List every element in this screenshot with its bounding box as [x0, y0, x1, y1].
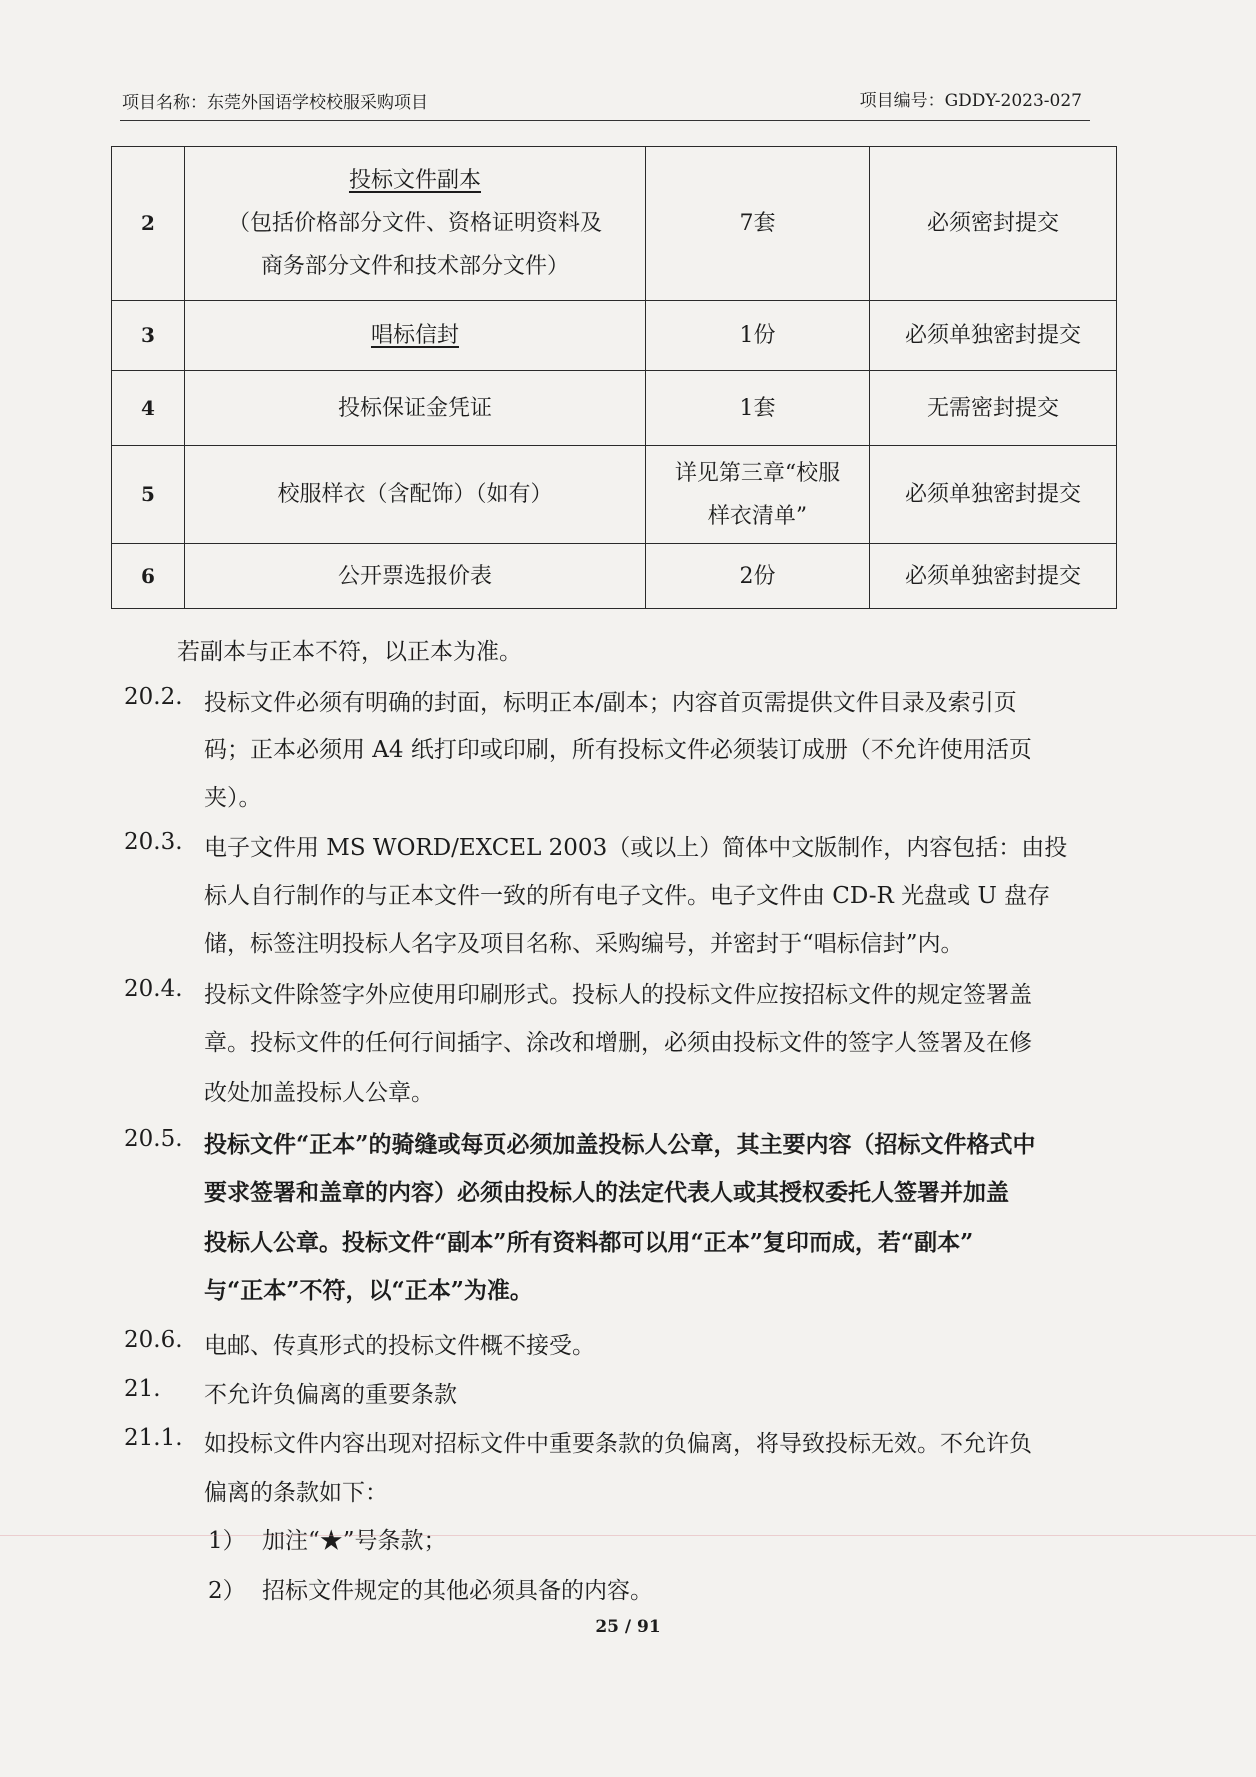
quantity-line: 样衣清单” — [707, 503, 808, 529]
table-row — [112, 301, 1117, 371]
clause-line: 码；正本必须用 A4 纸打印或印刷，所有投标文件必须装订成册（不允许使用活页 — [204, 737, 1032, 763]
quantity-cell: 7套 — [646, 147, 870, 301]
quantity-cell — [646, 446, 870, 544]
item-cell: 校服样衣（含配饰）（如有） — [185, 446, 646, 544]
row-number: 3 — [112, 301, 185, 371]
list-item-number: 2） — [208, 1578, 246, 1604]
clause-line: 投标人公章。投标文件“副本”所有资料都可以用“正本”复印而成，若“副本” — [204, 1229, 974, 1256]
clause-line: 夹）。 — [204, 785, 262, 811]
note-line: 若副本与正本不符，以正本为准。 — [177, 639, 522, 665]
quantity-line: 详见第三章“校服 — [674, 460, 841, 486]
quantity-cell: 1套 — [646, 371, 870, 446]
page-header — [120, 84, 1090, 121]
item-cell: 投标保证金凭证 — [185, 371, 646, 446]
item-cell: 公开票选报价表 — [185, 544, 646, 609]
requirement-cell: 无需密封提交 — [870, 371, 1117, 446]
scan-artifact-line — [0, 1535, 1256, 1536]
row-number: 5 — [112, 446, 185, 544]
clause-line: 电子文件用 MS WORD/EXCEL 2003（或以上）简体中文版制作，内容包括：由投 — [204, 835, 1068, 861]
row-number: 4 — [112, 371, 185, 446]
table-row — [112, 147, 1117, 301]
submission-table — [111, 146, 1117, 609]
row-number: 2 — [112, 147, 185, 301]
project-name: 项目名称：东莞外国语学校校服采购项目 — [122, 93, 428, 113]
clause-line: 投标文件必须有明确的封面，标明正本/副本；内容首页需提供文件目录及索引页 — [204, 690, 1017, 716]
item-detail-line: 商务部分文件和技术部分文件） — [260, 254, 569, 279]
clause-number: 20.2. — [124, 684, 183, 710]
clause-number: 21. — [124, 1376, 161, 1402]
list-item-number: 1） — [208, 1528, 246, 1554]
clause-line: 与“正本”不符，以“正本”为准。 — [204, 1277, 533, 1304]
clause-number: 20.4. — [124, 976, 183, 1002]
list-item: 招标文件规定的其他必须具备的内容。 — [262, 1578, 653, 1604]
table-row — [112, 371, 1117, 446]
clause-line: 电邮、传真形式的投标文件概不接受。 — [204, 1333, 595, 1359]
requirement-cell: 必须单独密封提交 — [870, 446, 1117, 544]
requirement-cell: 必须单独密封提交 — [870, 544, 1117, 609]
clause-line: 投标文件“正本”的骑缝或每页必须加盖投标人公章，其主要内容（招标文件格式中 — [204, 1131, 1036, 1158]
table-row — [112, 446, 1117, 544]
clause-number: 20.3. — [124, 829, 183, 855]
clause-number: 20.6. — [124, 1327, 183, 1353]
clause-line: 投标文件除签字外应使用印刷形式。投标人的投标文件应按招标文件的规定签署盖 — [204, 982, 1032, 1008]
clause-line: 改处加盖投标人公章。 — [204, 1080, 434, 1106]
item-title: 唱标信封 — [370, 323, 459, 348]
quantity-cell: 1份 — [646, 301, 870, 371]
requirement-cell: 必须密封提交 — [870, 147, 1117, 301]
clause-line: 章。投标文件的任何行间插字、涂改和增删，必须由投标文件的签字人签署及在修 — [204, 1030, 1032, 1056]
clause-line: 要求签署和盖章的内容）必须由投标人的法定代表人或其授权委托人签署并加盖 — [204, 1179, 1009, 1206]
section-heading: 不允许负偏离的重要条款 — [204, 1382, 457, 1408]
item-title: 投标文件副本 — [348, 168, 481, 193]
clause-number: 21.1. — [124, 1425, 183, 1451]
clause-line: 储，标签注明投标人名字及项目名称、采购编号，并密封于“唱标信封”内。 — [204, 931, 964, 957]
clause-line: 如投标文件内容出现对招标文件中重要条款的负偏离，将导致投标无效。不允许负 — [204, 1431, 1032, 1457]
page-number: 25 / 91 — [595, 1617, 661, 1637]
requirement-cell: 必须单独密封提交 — [870, 301, 1117, 371]
clause-line: 偏离的条款如下： — [204, 1480, 388, 1506]
row-number: 6 — [112, 544, 185, 609]
list-item: 加注“★”号条款； — [262, 1528, 447, 1554]
quantity-cell: 2份 — [646, 544, 870, 609]
clause-number: 20.5. — [124, 1126, 183, 1152]
item-cell — [185, 301, 646, 371]
item-detail-line: （包括价格部分文件、资格证明资料及 — [227, 211, 602, 236]
item-cell — [185, 147, 646, 301]
clause-line: 标人自行制作的与正本文件一致的所有电子文件。电子文件由 CD-R 光盘或 U 盘存 — [204, 883, 1051, 909]
table-row — [112, 544, 1117, 609]
project-code: 项目编号：GDDY-2023-027 — [859, 91, 1082, 111]
